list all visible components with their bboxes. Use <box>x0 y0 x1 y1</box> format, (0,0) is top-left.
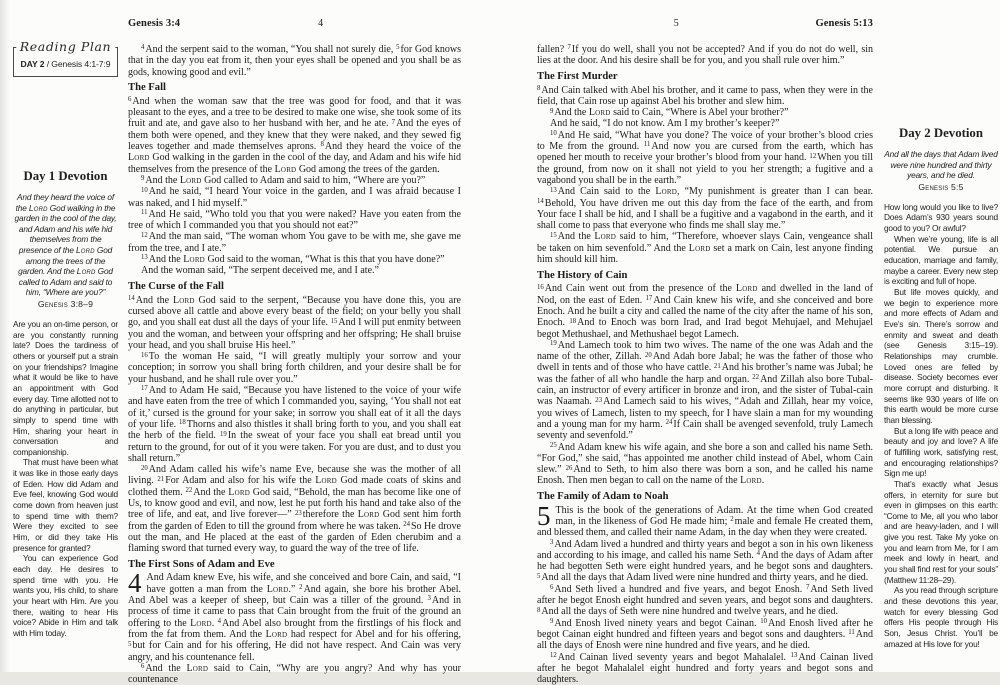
verse-number: 19 <box>220 430 227 438</box>
verse-number: 8 <box>320 141 324 149</box>
verse-number: 12 <box>809 152 817 160</box>
verse-number: 10 <box>141 186 148 194</box>
verse-paragraph: And the woman said, “The serpent deceived me, and I ate.” <box>141 265 379 277</box>
verse-paragraph: $^{11}$And He said, “Who told you that you were naked? Have you eaten from the tree of which I commanded you that you should not eat?” <box>128 208 461 232</box>
verse-number: 5 <box>128 640 132 648</box>
verse-number: 17 <box>645 295 653 303</box>
verse-number: 8 <box>537 85 541 92</box>
verse-number: 2 <box>730 516 734 524</box>
verse-paragraph: $^{15}$And the Lord said to him, “Therefore, whoever slays Cain, vengeance shall be taken on him sevenfold.” And the Lord set a mark on Cain, lest anyone finding him should kill him. <box>537 231 873 266</box>
verse-paragraph: $^6$And Seth lived a hundred and five years, and begot Enosh. $^7$And Seth lived after he begot Enosh eight hundred and seven years, and begot sons and daughters. $^8$And all the days of Seth were nine hundred and twelve years, and he died. <box>537 583 873 618</box>
devotion-paragraphs <box>13 319 118 639</box>
section-heading: The History of Cain <box>537 269 628 281</box>
verse-paragraph: $^{10}$And He said, “What have you done? The voice of your brother’s blood cries to Me from the ground. $^{11}$And now you are cursed from the earth, which has opened her mouth to receive your brother’s blood from your hand. $^{12}$When you till the ground, from now on it shall not yield to you her strength; a fugitive and a vagabond you shall be in the earth.” <box>537 129 873 186</box>
reading-plan-entry <box>18 59 113 69</box>
devotion-paragraph: Are you an on-time person, or are you constantly running late? Does the tardiness of others or yourself put a strain on your friendships? Imagine what it would be like to have an appointment with God every day. Time allotted not to do anything in particular, but simply to spend time with Him, sharing your heart in conversation and companionship. <box>13 318 118 457</box>
chapter-paragraph: 5 This is the book of the generations of Adam. At the time when God created man, in the likeness of God He made him; $^2$male and female He created them, and blessed them, and called their name Adam, in the day when they were created. <box>537 500 873 539</box>
devotion-paragraph: You can experience God each day. He desires to spend time with you. He wants you, His child, to share your heart with Him. Are you there, waiting to hear His voice? Abide in Him and talk with Him today. <box>13 553 118 638</box>
devotion-title: Day 2 Devotion <box>899 126 983 140</box>
lord-small-caps: Lord <box>172 294 195 306</box>
devotion-paragraph: That must have been what it was like in those early days of Eden. How did Adam and Eve feel, knowing God would come down from heaven just to spend time with them? Were they excited to see Him, or did they take His presence for granted? <box>13 457 118 553</box>
chapter-number: 4 <box>128 568 142 599</box>
verse-paragraph: $^{19}$And Lamech took to him two wives. The name of the one was Adah and the name of the other, Zillah. $^{20}$And Adah bore Jabal; he was the father of those who dwell in tents and of those who have cattle. $^{21}$And his brother’s name was Jubal; he was the father of all who handle the harp and organ. $^{22}$And Zillah also bore Tubal-cain, an instructor of every artificer in bronze and iron, and the sister of Tubal-cain was Naamah. $^{23}$And Lamech said to his wives, “Adah and Zillah, hear my voice, you wives of Lamech, listen to my speech, for I have slain a man for my wounding and a young man for my harm. $^{24}$If Cain shall be avenged sevenfold, truly Lamech seventy and sevenfold.” <box>537 339 874 442</box>
verse-number: 12 <box>550 651 557 659</box>
lord-small-caps: Lord <box>740 475 762 487</box>
verse-number: 15 <box>330 317 338 325</box>
verse-paragraph: $^{12}$And the man said, “The woman whom You gave to be with me, she gave me from the tree, and I ate.” <box>128 231 461 254</box>
section-heading: The First Sons of Adam and Eve <box>128 558 275 570</box>
verse-number: 9 <box>550 618 554 626</box>
verse-number: 14 <box>128 295 135 303</box>
verse-number: 16 <box>141 351 148 359</box>
section-heading: The Family of Adam to Noah <box>537 491 669 503</box>
right-sidebar <box>884 126 998 649</box>
verse-number: 6 <box>550 584 554 592</box>
verse-number: 22 <box>185 487 193 495</box>
verse-number: 25 <box>550 441 557 449</box>
verse-number: 8 <box>537 606 541 614</box>
lord-small-caps: Lord <box>357 509 380 521</box>
devotion-paragraph: As you read through scripture and these devotions this year, watch for every blessing God offers His people through His Son, Jesus Christ. You’ll be amazed at His love for you! <box>884 585 998 649</box>
reading-plan-box <box>13 39 118 77</box>
verse-paragraph: $^{16}$And Cain went out from the presence of the Lord and dwelled in the land of Nod, on the east of Eden. $^{17}$And Cain knew his wife, and she conceived and bore Enoch. And he built a city and called the name of the city after the name of his son, Enoch. $^{18}$And to Enoch was born Irad, and Irad begot Mehujael, and Mehujael begot Methushael, and Methushael begot Lamech. <box>537 283 873 340</box>
verse-paragraph: $^8$And Cain talked with Abel his brother, and it came to pass, when they were in the field, that Cain rose up against Abel his brother and slew him. <box>537 84 873 107</box>
verse-paragraph: And he said, “I do not know. Am I my brother’s keeper?” <box>550 118 780 130</box>
verse-number: 7 <box>567 44 571 52</box>
verse-number: 24 <box>665 419 673 427</box>
verse-number: 11 <box>848 629 855 637</box>
verse-paragraph: $^6$And when the woman saw that the tree was good for food, and that it was pleasant to the eyes, and a tree to be desired to make one wise, she took some of its fruit and ate, and gave also to her husband with her, and he ate. $^7$And the eyes of them both were opened, and they knew that they were naked, and they sewed fig leaves together and made themselves aprons. $^8$And they heard the voice of the Lord God walking in the garden in the cool of the day, and Adam and his wife hid themselves from the presence of the Lord God among the trees of the garden. <box>128 95 461 175</box>
reading-plan-passage: Genesis 4:1-7:9 <box>51 59 111 69</box>
section-heading: The First Murder <box>537 71 618 83</box>
verse-number: 21 <box>713 362 721 370</box>
lord-small-caps: Lord <box>228 486 250 498</box>
devotion-paragraph: That’s exactly what Jesus offers, in eternity for sure but even in glimpses on this earth: “Come to Me, all you who labor and are heavy-laden, and I will give you rest. Take My yoke on you and learn from Me, for I am meek and lowly in heart, and you shall find rest for your souls” (Matthew 11:28–29). <box>884 478 998 585</box>
bible-text-column-right <box>537 44 873 685</box>
verse-number: 10 <box>550 130 557 138</box>
running-head-reference: Genesis 5:13 <box>815 18 873 29</box>
verse-number: 11 <box>643 141 651 149</box>
verse-number: 6 <box>141 663 145 671</box>
reading-plan-title: Reading Plan <box>16 39 115 54</box>
lord-small-caps: Lord <box>28 202 48 213</box>
verse-number: 20 <box>141 464 148 472</box>
verse-number: 2 <box>299 584 303 592</box>
verse-number: 20 <box>645 351 652 359</box>
running-head-left <box>128 18 461 30</box>
verse-number: 6 <box>128 96 132 104</box>
verse-number: 13 <box>141 254 148 262</box>
verse-number: 10 <box>760 618 768 626</box>
running-head-reference: Genesis 3:4 <box>128 18 181 29</box>
verse-paragraph: $^{20}$And Adam called his wife’s name Eve, because she was the mother of all living. $^{21}$For Adam and also for his wife the Lord God made coats of skins and clothed them. $^{22}$And the Lord God said, “Behold, the man has become like one of Us, to know good and evil, and now, lest he put forth his hand and take also of the tree of life, and eat, and live forever—” $^{23}$therefore the Lord God sent him forth from the garden of Eden to till the ground from where he was taken. $^{24}$So He drove out the man, and He placed at the east of the garden of Eden cherubim and a flaming sword that turned every way, to guard the way of the tree of life. <box>128 464 461 555</box>
right-page <box>500 0 1000 685</box>
lord-small-caps: Lord <box>735 283 758 295</box>
verse-paragraph: $^9$And the Lord said to Cain, “Where is Abel your brother?” <box>550 107 789 119</box>
verse-paragraph: $^{13}$And Cain said to the Lord, “My punishment is greater than I can bear. $^{14}$Behold, You have driven me out this day from the face of the earth, and from Your face I shall be hid, and I shall be a fugitive and a vagabond in the earth, and it shall come to pass that everyone who finds me shall slay me.” <box>537 186 873 232</box>
lord-small-caps: Lord <box>128 152 150 164</box>
verse-number: 13 <box>550 186 557 194</box>
devotion-paragraph: But a long life with peace and beauty and joy and love? A life of fulfilling work, satisfying rest, and encouraging relationships? Sign me up! <box>884 425 998 479</box>
verse-number: 5 <box>396 44 400 52</box>
lord-small-caps: Lord <box>688 242 711 254</box>
page-number: 5 <box>673 18 679 29</box>
verse-number: 21 <box>157 475 165 483</box>
verse-paragraph: $^{10}$And he said, “I heard Your voice in the garden, and I was afraid because I was naked, and I hid myself.” <box>128 186 461 209</box>
verse-paragraph: $^4$And the serpent said to the woman, “You shall not surely die, $^5$for God knows that in the day you eat from it, then your eyes shall be opened and you shall be as gods, knowing good and evil.” <box>128 44 461 78</box>
lord-small-caps: Lord <box>76 266 96 277</box>
day1-devotion <box>13 169 118 639</box>
page-number: 4 <box>318 18 324 29</box>
verse-number: 19 <box>550 340 557 348</box>
lord-small-caps: Lord <box>190 617 212 629</box>
verse-number: 18 <box>569 317 577 325</box>
verse-number: 23 <box>595 396 603 404</box>
verse-paragraph: $^9$And the Lord God called to Adam and said to him, “Where are you?” <box>141 174 426 186</box>
verse-number: 14 <box>537 197 544 205</box>
bible-text-column-left <box>128 44 461 685</box>
devotion-paragraphs <box>884 202 998 650</box>
verse-number: 3 <box>550 538 554 546</box>
devotion-reference: Genesis 3:8–9 <box>37 298 94 309</box>
verse-paragraph: $^{12}$And Cainan lived seventy years and begot Mahalalel. $^{13}$And Cainan lived after he begot Mahalalel eight hundred and forty years and begot sons and daughters. <box>537 651 873 685</box>
lord-small-caps: Lord <box>179 174 202 186</box>
verse-number: 5 <box>537 572 541 580</box>
left-sidebar <box>13 39 118 639</box>
chapter-number: 5 <box>537 500 551 531</box>
verse-number: 12 <box>141 231 148 239</box>
verse-number: 4 <box>217 618 222 626</box>
running-head-right <box>537 18 873 30</box>
chapter-paragraph: 4 And Adam knew Eve, his wife, and she conceived and bore Cain, and said, “I have gotten a man from the Lord.” $^2$And again, she bore his brother Abel. And Abel was a keeper of sheep, but Cain was a tiller of the ground. $^3$And in process of time it came to pass that Cain brought from the fruit of the ground an offering to the Lord. $^4$And Abel also brought from the firstlings of his flock and from the fat from them. And the Lord had respect for Abel and for his offering, $^5$but for Cain and for his offering, He did not have respect. And Cain was very angry, and his countenance fell. <box>128 568 462 663</box>
lord-small-caps: Lord <box>183 254 205 266</box>
lord-small-caps: Lord <box>186 662 209 674</box>
reading-plan-day: DAY 2 <box>20 59 45 69</box>
devotion-title: Day 1 Devotion <box>23 169 108 183</box>
verse-paragraph: $^9$And Enosh lived ninety years and begot Cainan. $^{10}$And Enosh lived after he begot Cainan eight hundred and fifteen years and begot sons and daughters. $^{11}$And all the days of Enosh were nine hundred and five years, and he died. <box>537 617 873 652</box>
devotion-paragraph: How long would you like to live? Does Adam’s 930 years sound good to you? Or awful? <box>884 201 998 234</box>
verse-number: 23 <box>294 509 302 517</box>
section-heading: The Fall <box>128 82 166 94</box>
reading-plan-separator: / <box>44 59 52 69</box>
verse-number: 4 <box>141 44 145 52</box>
verse-number: 4 <box>756 550 760 558</box>
verse-paragraph: $^{16}$To the woman He said, “I will greatly multiply your sorrow and your conception; in sorrow you shall bring forth children, and your desire shall be for your husband, and he shall rule over you.” <box>128 351 461 385</box>
verse-number: 22 <box>752 374 760 382</box>
day2-devotion <box>884 126 998 649</box>
devotion-paragraph: But life moves quickly, and we begin to experience more and more effects of Adam and Eve’s sin. There’s sorrow and enmity and sweat and death (see Genesis 3:15–19). Relationships may crumble. Loved ones are felled by disease. Society becomes ever more corrupt and disturbing. It seems like 930 years of life on this earth would be more curse than blessing. <box>884 287 998 425</box>
verse-number: 9 <box>550 107 554 115</box>
section-heading: The Curse of the Fall <box>128 281 224 293</box>
devotion-paragraph: When we’re young, life is all potential. We pursue an education, marriage and family, maybe a career. Every new step is exciting and full of hope. <box>884 233 998 287</box>
lord-small-caps: Lord <box>274 163 297 175</box>
lord-small-caps: Lord <box>594 231 617 243</box>
verse-paragraph: $^{14}$And the Lord God said to the serpent, “Because you have done this, you are cursed above all cattle and above every beast of the field; on your belly you shall go, and you shall eat dust all the days of your life. $^{15}$And I will put enmity between you and the woman, and between your offspring and her offspring; He shall bruise your head, and you shall bruise His heel.” <box>128 294 461 351</box>
devotion-verse: And all the days that Adam lived were nine hundred and thirty years, and he died. <box>884 149 998 181</box>
verse-paragraph: $^6$And the Lord said to Cain, “Why are you angry? And why has your countenance <box>128 662 461 685</box>
verse-number: 13 <box>790 651 798 659</box>
verse-paragraph: fallen? $^7$If you do well, shall you not be accepted? And if you do not do well, sin lies at the door. And his desire shall be for you, and you shall rule over him.” <box>537 44 874 67</box>
verse-paragraph: $^3$And Adam lived a hundred and thirty years and begot a son in his own likeness and according to his image, and called his name Seth. $^4$And the days of Adam after he had begotten Seth were eight hundred years, and he begot sons and daughters. $^5$And all the days that Adam lived were nine hundred and thirty years, and he died. <box>537 538 873 584</box>
verse-paragraph: $^{25}$And Adam knew his wife again, and she bore a son and called his name Seth. “For God,” she said, “has appointed me another child instead of Abel, whom Cain slew.” $^{26}$And to Seth, to him also there was born a son, and he called his name Enosh. Then men began to call on the name of the Lord. <box>537 441 873 487</box>
verse-paragraph: $^{17}$And to Adam He said, “Because you have listened to the voice of your wife and have eaten from the tree of which I commanded you, saying, ‘You shall not eat of it,’ cursed is the ground for your sake; in sorrow you shall eat of it all the days of your life. $^{18}$Thorns and also thistles it shall bring forth to you, and you shall eat the herb of the field. $^{19}$In the sweat of your face you shall eat bread until you return to the ground, for out of it you were taken. For you are dust, and to dust you shall return.” <box>128 385 461 464</box>
devotion-verse: And they heard the voice of the Lord God walking in the garden in the cool of the day, and Adam and his wife hid themselves from the presence of the Lord God among the trees of the garden. And the Lord God called to Adam and said to him, “Where are you?” <box>14 192 117 298</box>
verse-number: 24 <box>403 520 410 528</box>
devotion-reference: Genesis 5:5 <box>918 181 964 192</box>
verse-number: 18 <box>178 419 186 427</box>
lord-small-caps: Lord <box>655 186 678 198</box>
lord-small-caps: Lord <box>315 475 337 487</box>
verse-number: 17 <box>141 385 148 393</box>
verse-paragraph: $^{13}$And the Lord God said to the woman, “What is this that you have done?” <box>141 254 445 266</box>
verse-number: 7 <box>806 584 810 592</box>
verse-number: 15 <box>550 231 557 239</box>
lord-small-caps: Lord <box>265 628 288 640</box>
lord-small-caps: Lord <box>266 583 289 595</box>
verse-number: 9 <box>141 175 145 183</box>
verse-number: 11 <box>141 209 148 217</box>
verse-number: 16 <box>537 283 544 291</box>
lord-small-caps: Lord <box>588 107 611 119</box>
lord-small-caps: Lord <box>75 244 95 255</box>
verse-number: 26 <box>565 464 573 472</box>
verse-number: 3 <box>427 595 431 603</box>
verse-number: 7 <box>391 118 396 126</box>
